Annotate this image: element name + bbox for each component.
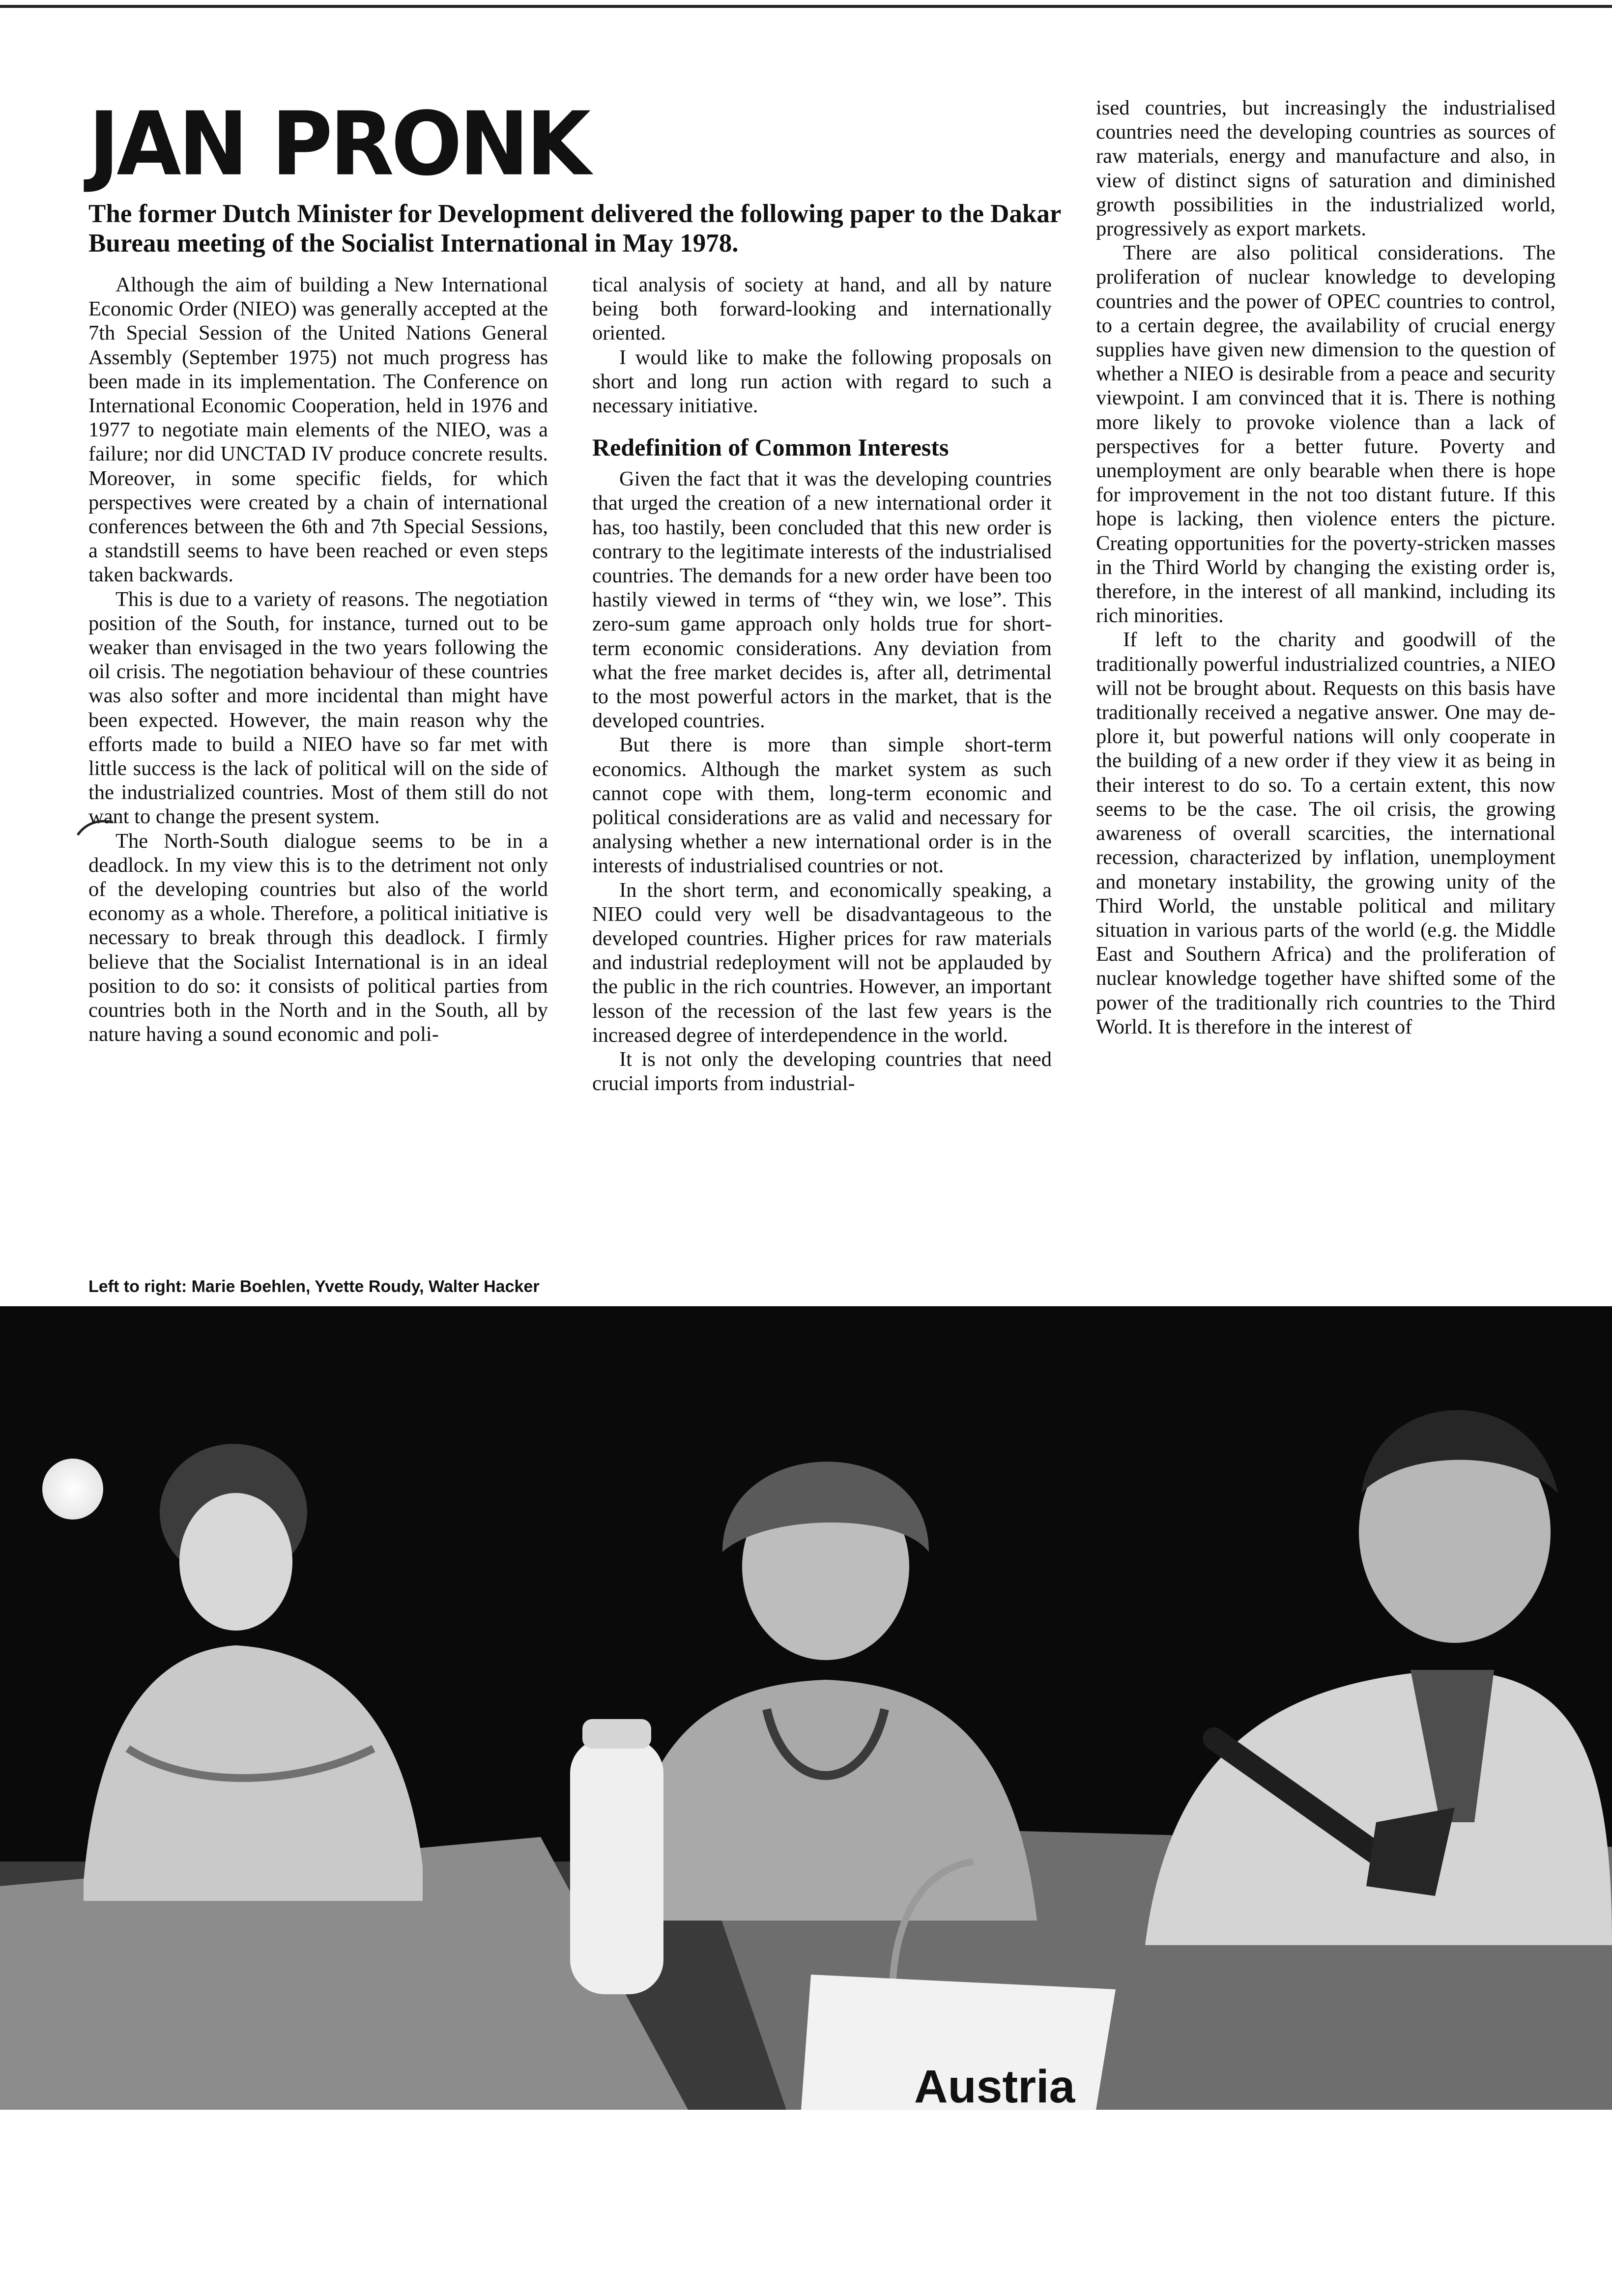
paragraph: There are also political considerations. The proliferation of nuclear knowledge to developing countries and the power of OPEC countries to control, to a certain degree, the availability of crucial energy supplies have given new dimension to the question of whether a NIEO is desirable from a peace and security viewpoint. I am convinced that it is. There is nothing more likely to provoke violence than a lack of perspectives for a better future. Poverty and unemployment are only bearable when there is hope for improvement in the not too distant future. If this hope is lacking, then violence enters the picture. Creating opportunities for the poverty-stricken masses in the Third World by changing the existing order is, therefore, in the interest of all mankind, including its rich minorities. [1096,241,1555,628]
paragraph: In the short term, and economically speaking, a NIEO could very well be disadvantageous to the developed countries. Higher prices for raw materials and industrial redeployment will not be applauded by the public in the rich countries. However, an important lesson of the recession of the last few years is the increased degree of interdependence in the world. [592,878,1052,1047]
margin-pen-mark [74,813,118,843]
meeting-photo [0,1306,1612,2110]
paragraph: But there is more than simple short-term economics. Although the market system as such cannot cope with them, long-term economic and political considerations are as valid and necessary for analysing whether a new international order is in the interests of industrialised countries or not. [592,733,1052,878]
nameplate-text: Austria [914,2061,1075,2110]
paragraph: The North-South dialogue seems to be in a deadlock. In my view this is to the detriment not only of the developing countries but also of the world economy as a whole. Therefore, a political initiative is necessary to break through this deadlock. I firmly believe that the Socialist International is in an ideal position to do so: it consists of political parties from countries both in the North and in the South, all by nature having a sound economic and poli- [88,829,548,1046]
photo-caption: Left to right: Marie Boehlen, Yvette Roudy, Walter Hacker [88,1277,540,1296]
section-heading: Redefinition of Common Interests [592,433,949,461]
paragraph: This is due to a variety of reasons. The negotiation position of the South, for instance, turned out to be weaker than envisaged in the two years following the oil crisis. The negotiation behaviour of these countries was also softer and more incidental than might have been expected. However, the main reason why the efforts made to build a NIEO have so far met with little success is the lack of political will on the side of the industrialized countries. Most of them still do not want to change the present system. [88,587,548,829]
paragraph: I would like to make the following proposals on short and long run action with regard to such a necessary initiative. [592,345,1052,418]
top-rule [0,5,1612,8]
column-3 [1096,96,1555,1039]
lamp-glare [42,1459,103,1520]
column-1 [88,273,548,1047]
paragraph: Although the aim of building a New International Economic Order (NIEO) was generally accepted at the 7th Special Session of the United Nations General Assembly (September 1975) not much progress has been made in its implementation. The Conference on International Economic Cooperation, held in 1976 and 1977 to negotiate main elements of the NIEO, was a failure; nor did UNCTAD IV produce concrete results. Moreover, in some specific fields, for which perspectives were created by a chain of international conferences between the 6th and 7th Special Sessions, a standstill seems to have been reached or even steps taken backwards. [88,273,548,587]
woman-left-face [179,1493,292,1631]
article-deck: The former Dutch Minister for Development delivered the following paper to the Dakar Bureau meeting of the Socialist International in May 1978. [88,200,1061,258]
paragraph: If left to the charity and goodwill of the traditionally powerful industrialized countries, a NIEO will not be brought about. Requests on this basis have traditionally received a negative answer. One may deplore it, but powerful nations will only cooperate in the building of a new order if they view it as being in their interest to do so. To a certain extent, this now seems to be the case. The oil crisis, the growing awareness of overall scarcities, the international recession, characterized by inflation, unemployment and monetary instability, the growing unity of the Third World, the unstable political and military situation in various parts of the world (e.g. the Middle East and Southern Africa) and the proliferation of nuclear knowledge together have shifted some of the power of the traditionally rich countries to the Third World. It is therefore in the interest of [1096,628,1555,1038]
thermos-flask [570,1739,663,1994]
photo-scene [0,1306,1612,2110]
article-title: JAN PRONK [88,93,588,196]
paragraph: tical analysis of society at hand, and all by nature being both forward-looking and internationally oriented. [592,273,1052,345]
paragraph: ised countries, but increasingly the industrialised countries need the developing countries as sources of raw materials, energy and manufacture and also, in view of distinct signs of saturation and diminished growth possibilities in the industrialized world, progressively as export markets. [1096,96,1555,241]
paragraph: Given the fact that it was the developing countries that urged the creation of a new international order it has, too hastily, been concluded that this new order is contrary to the legitimate interests of the industrialised countries. The demands for a new order have been too hastily viewed in terms of “they win, we lose”. This zero-sum game approach only holds true for short-term economic considerations. Any deviation from what the free market decides is, after all, detrimental to the most powerful actors in the market, that is the developed countries. [592,467,1052,733]
paragraph: It is not only the developing countries that need crucial imports from industrial- [592,1048,1052,1095]
column-2 [592,273,1052,1096]
